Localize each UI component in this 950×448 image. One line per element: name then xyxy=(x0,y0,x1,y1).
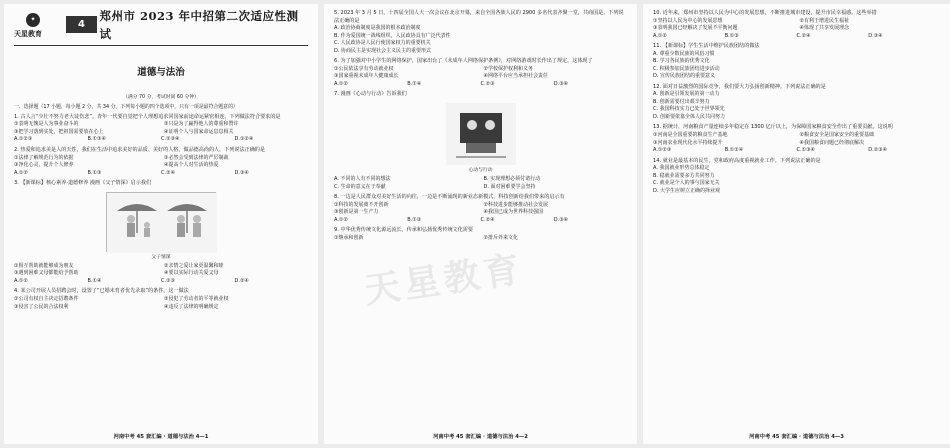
page-header xyxy=(14,10,308,46)
option: A. 尊重少数民族的风俗习惯 xyxy=(653,50,715,57)
answer-choice: C.②④ xyxy=(161,169,176,176)
option: ④违反了法律的明确规定 xyxy=(164,303,219,310)
brand-logo xyxy=(14,13,54,39)
question-2 xyxy=(14,147,308,177)
option: ①继承和创新 xyxy=(334,235,364,242)
answer-choice: B.①②④ xyxy=(724,147,744,154)
option: D. 协商民主是实现社会主义民主的重要形式 xyxy=(334,47,432,54)
option: ②亲情之爱让家更温馨和睦 xyxy=(164,262,224,269)
question-6 xyxy=(334,58,627,88)
option: ④要以实际行动关爱父母 xyxy=(164,270,219,277)
option: ④证明个人与国家命运息息相关 xyxy=(164,128,234,135)
answer-choice: A.①②③ xyxy=(14,136,33,143)
answer-choice: C.②③④ xyxy=(161,136,180,143)
answer-choice: B.①③ xyxy=(724,32,739,39)
option: A. 不同的人有不同的想法 xyxy=(334,176,391,183)
question-stem: 13. 据统计，河南粮食产量连续多年稳定在 1300 亿斤以上，为保障国家粮食安全作出了重要贡献。这说明 xyxy=(653,124,893,131)
answer-choice: B.①③④ xyxy=(87,136,106,143)
option: ③表明我国已经解决了发展不平衡问题 xyxy=(653,25,738,32)
option: B. 实现理想必须付诸行动 xyxy=(483,176,541,183)
answer-choice: A.①②③ xyxy=(653,147,672,154)
answer-choice: C.②④ xyxy=(480,216,495,223)
option: ③净化心灵，提升个人修养 xyxy=(14,162,74,169)
option: B. 创新需要付出艰辛努力 xyxy=(653,98,710,105)
option: ④我国已成为世界科技强国 xyxy=(483,209,543,216)
option: D. 宣传民族团结的重要意义 xyxy=(653,73,716,80)
answer-choice: D.②④ xyxy=(234,277,249,284)
option: B. 作为爱国统一战线组织，人民政协具有广泛代表性 xyxy=(334,32,451,39)
option: ①法律了解规范行为的依据 xyxy=(14,154,74,161)
option: C. 积极参加民族团结进步活动 xyxy=(653,65,720,72)
option: ④提高个人对生活的热爱 xyxy=(164,162,219,169)
option: ④我国粮食问题已经彻底解决 xyxy=(799,139,864,146)
brand-mark-icon: ✦ xyxy=(26,13,40,27)
option: C. 我国科技实力已处于世界领先 xyxy=(653,106,725,113)
option: C. 生命的意义在于奉献 xyxy=(334,183,386,190)
option: B. 稳就业需要多方共同努力 xyxy=(653,172,715,179)
answer-choice: A.①② xyxy=(14,277,28,284)
question-stem: 11. 【新课标】学生生活中维护民族团结的做法 xyxy=(653,43,760,50)
question-stem: 10. 近年来，郑州市坚持以人民为中心的发展思想，不断推进城市建设，提升市民幸福感。这些举措 xyxy=(653,10,877,16)
section-instructions: 一、选择题（17 小题，每小题 2 分，共 34 分。下列每小题的四个选项中，只有一项是最符合题意的） xyxy=(14,104,238,111)
answer-choice: A.①② xyxy=(653,32,667,39)
question-14 xyxy=(653,158,940,196)
paper-number: 4 xyxy=(66,16,97,33)
question-stem: 12. 面对日益激烈的国际竞争，我们要大力弘扬创新精神。下列说法正确的是 xyxy=(653,83,826,90)
answer-choice: C.①③④ xyxy=(796,147,816,154)
question-12 xyxy=(653,84,940,122)
answer-choice: D.②③④ xyxy=(868,147,888,154)
question-stem: 8. 一边是人民群众对美好生活的向往，一边是不断涌现的新业态新模式。科技创新给我们带来的启示有 xyxy=(334,194,565,201)
option: ③国家重视未成年人健康成长 xyxy=(334,73,399,80)
answer-choice: A.①② xyxy=(14,169,28,176)
option: A. 政治协商制度是我国的根本政治制度 xyxy=(334,25,421,32)
option: ①科技的发展离不开创新 xyxy=(334,201,389,208)
option: ①表明无愧是人为事业奋斗的 xyxy=(14,121,79,128)
question-9 xyxy=(334,227,627,242)
cartoon-image xyxy=(446,103,516,165)
question-3 xyxy=(14,180,308,285)
option: ②排斥外来文化 xyxy=(483,235,518,242)
page-3 xyxy=(643,4,950,444)
question-10 xyxy=(653,10,940,40)
option: ②粮食安全是国家安全的重要基础 xyxy=(799,132,874,139)
option: C. 就业是个人的事与国家无关 xyxy=(653,180,720,187)
answer-choice: A.①② xyxy=(334,80,348,87)
option: ①公民依法享有劳动就业权 xyxy=(334,65,394,72)
option: D. 大学生应树立正确的择业观 xyxy=(653,187,721,194)
answer-choice: D.③④ xyxy=(868,32,883,39)
answer-choice: B.①③ xyxy=(407,216,422,223)
page-footer: 河南中考 45 套汇编 · 道德与法治 4—1 xyxy=(113,434,209,441)
cartoon-caption: 父子情深 xyxy=(151,254,171,260)
cartoon-image xyxy=(106,192,216,252)
answer-choice: C.②③ xyxy=(161,277,176,284)
question-11 xyxy=(653,43,940,81)
page-footer: 河南中考 45 套汇编 · 道德与法治 4—3 xyxy=(749,434,844,441)
question-1 xyxy=(14,114,308,144)
brand-name: 天星教育 xyxy=(14,29,42,38)
option: D. 创新要依靠全体人民共同努力 xyxy=(653,113,726,120)
option: ④网络平台应当承担社会责任 xyxy=(483,73,548,80)
option: ④体现了共享发展理念 xyxy=(799,25,849,32)
question-stem: 14. 就业是最基本的民生，党和政府高度重视就业工作。下列说法正确的是 xyxy=(653,157,821,164)
option: ②学校保护权利和义务 xyxy=(483,65,533,72)
question-stem: 9. 中华优秀传统文化源远流长，传承和弘扬优秀传统文化需要 xyxy=(334,227,473,234)
subject-title: 道德与法治 xyxy=(137,67,185,78)
question-stem: 4. 某公司开展人员招聘会时，设置了“已婚未育者优先录取”的条件，这一做法 xyxy=(14,288,189,295)
option: ①河南是全国重要的粮食生产基地 xyxy=(653,132,728,139)
option: D. 面对困难要学会坚持 xyxy=(483,183,536,190)
watermark: 天星教育 xyxy=(361,249,527,312)
option: B. 学习各民族的优秀文化 xyxy=(653,58,710,65)
option: ②必然会受到法律的严厉制裁 xyxy=(164,154,229,161)
question-stem: 7. 漫画《心动与行动》告诉我们 xyxy=(334,91,407,98)
option: ①公司有权自主决定招聘条件 xyxy=(14,296,79,303)
answer-choice: B.①④ xyxy=(407,80,422,87)
option: ③侵害了公民的合法权利 xyxy=(14,303,69,310)
question-8 xyxy=(334,194,627,224)
option: ③创新是第一生产力 xyxy=(334,209,379,216)
answer-choice: D.③④ xyxy=(234,169,249,176)
option: A. 我国就业形势总体稳定 xyxy=(653,165,710,172)
answer-choice: D.③④ xyxy=(553,216,569,223)
option: ③把学习落到实处，把祖国需要放在心上 xyxy=(14,128,104,135)
answer-choice: C.②③ xyxy=(480,80,495,87)
answer-choice: B.①③ xyxy=(87,169,102,176)
option: ①坚持以人民为中心的发展思想 xyxy=(653,17,723,24)
option: ③遇到困难父母都能给予帮助 xyxy=(14,270,79,277)
answer-choice: D.③④ xyxy=(553,80,569,87)
figure-caption: 心动与行动 xyxy=(468,168,493,174)
paper-title: 郑州市 2023 年中招第二次适应性测试 xyxy=(99,9,299,41)
page-1 xyxy=(4,4,318,444)
question-5 xyxy=(334,10,627,55)
option: ②只是为了赢得他人的尊重和赞许 xyxy=(164,121,239,128)
answer-choice: C.②④ xyxy=(796,32,811,39)
option: ③河南农业现代化水平持续提升 xyxy=(653,139,723,146)
question-13 xyxy=(653,124,940,154)
answer-choice: D.①②④ xyxy=(234,136,254,143)
question-4 xyxy=(14,288,308,311)
question-stem: 3. 【新课标】核心素养·道德修养 漫画《父子情深》启示我们 xyxy=(14,180,152,187)
option: A. 创新是引领发展的第一动力 xyxy=(653,91,720,98)
question-stem: 2. 热爱和追求美是人的天性，我们在生活中追求美好的品质、美好的人格，做品德高尚的人，下列说法正确的是 xyxy=(14,146,265,153)
exam-meta: （满分 70 分，考试时间 60 分钟） xyxy=(123,95,199,101)
question-stem: 5. 2023 年 3 月 5 日，十四届全国人大一次会议在北京开幕，来自全国各族人民的 2900 多名代表齐聚一堂，共商国是。下列说法正确的是 xyxy=(334,10,624,24)
answer-choice: B.①④ xyxy=(87,277,102,284)
question-stem: 1. 古人言“少壮不努力老大徒伤悲”。青年一代要自觉把个人理想追求同国家前途命运紧密相连，下列做法符合要求的是 xyxy=(14,113,281,120)
answer-choice: A.①② xyxy=(334,216,348,223)
option: ①相互帮助就能够成为朋友 xyxy=(14,262,74,269)
option: ②科技进步能够推动社会发展 xyxy=(483,201,548,208)
question-7 xyxy=(334,91,627,191)
question-stem: 6. 为了加强对中小学生的网络保护，国家出台了《未成年人网络保护条例》，对网络游戏时长作出了规定。这体现了 xyxy=(334,58,593,65)
option: ②侵犯了劳动者的平等就业权 xyxy=(164,296,229,303)
page-2 xyxy=(324,4,637,444)
option: ②有利于增进民生福祉 xyxy=(799,17,849,24)
page-footer: 河南中考 45 套汇编 · 道德与法治 4—2 xyxy=(433,434,528,441)
option: C. 人民政协是人民行使国家权力的重要机关 xyxy=(334,40,431,47)
